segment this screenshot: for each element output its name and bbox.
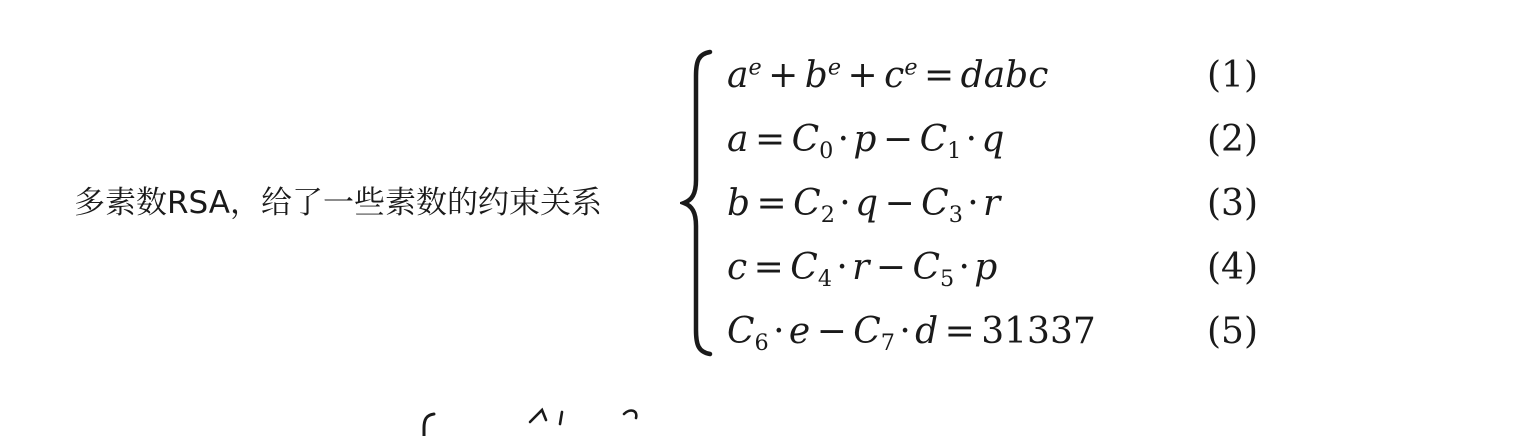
equation-5: $C_6 \cdot e - C_7 \cdot d = 31337$ [727, 311, 1096, 357]
equation-system [727, 48, 1287, 368]
equation-3: $b = C_2 \cdot q - C_3 \cdot r$ [727, 183, 1001, 229]
equation-row-5 [727, 304, 1287, 368]
equation-tag-1: (1) [1207, 55, 1258, 96]
cropped-next-equation [412, 396, 652, 436]
intro-text: 多素数RSA，给了一些素数的约束关系 [74, 185, 602, 221]
equation-tag-3: (3) [1207, 183, 1258, 224]
equation-row-3 [727, 176, 1287, 240]
equation-tag-2: (2) [1207, 119, 1258, 160]
equation-1: $a^e + b^e + c^e$ = dabc [727, 54, 1049, 96]
equation-row-1 [727, 48, 1287, 112]
equation-2: $a = C_0 \cdot p - C_1 \cdot q$ [727, 119, 1005, 165]
equation-row-4 [727, 240, 1287, 304]
equation-4: $c = C_4 \cdot r - C_5 \cdot p$ [727, 247, 998, 293]
equation-tag-5: (5) [1207, 311, 1258, 352]
equation-tag-4: (4) [1207, 247, 1258, 288]
left-brace [680, 48, 730, 358]
equation-row-2 [727, 112, 1287, 176]
